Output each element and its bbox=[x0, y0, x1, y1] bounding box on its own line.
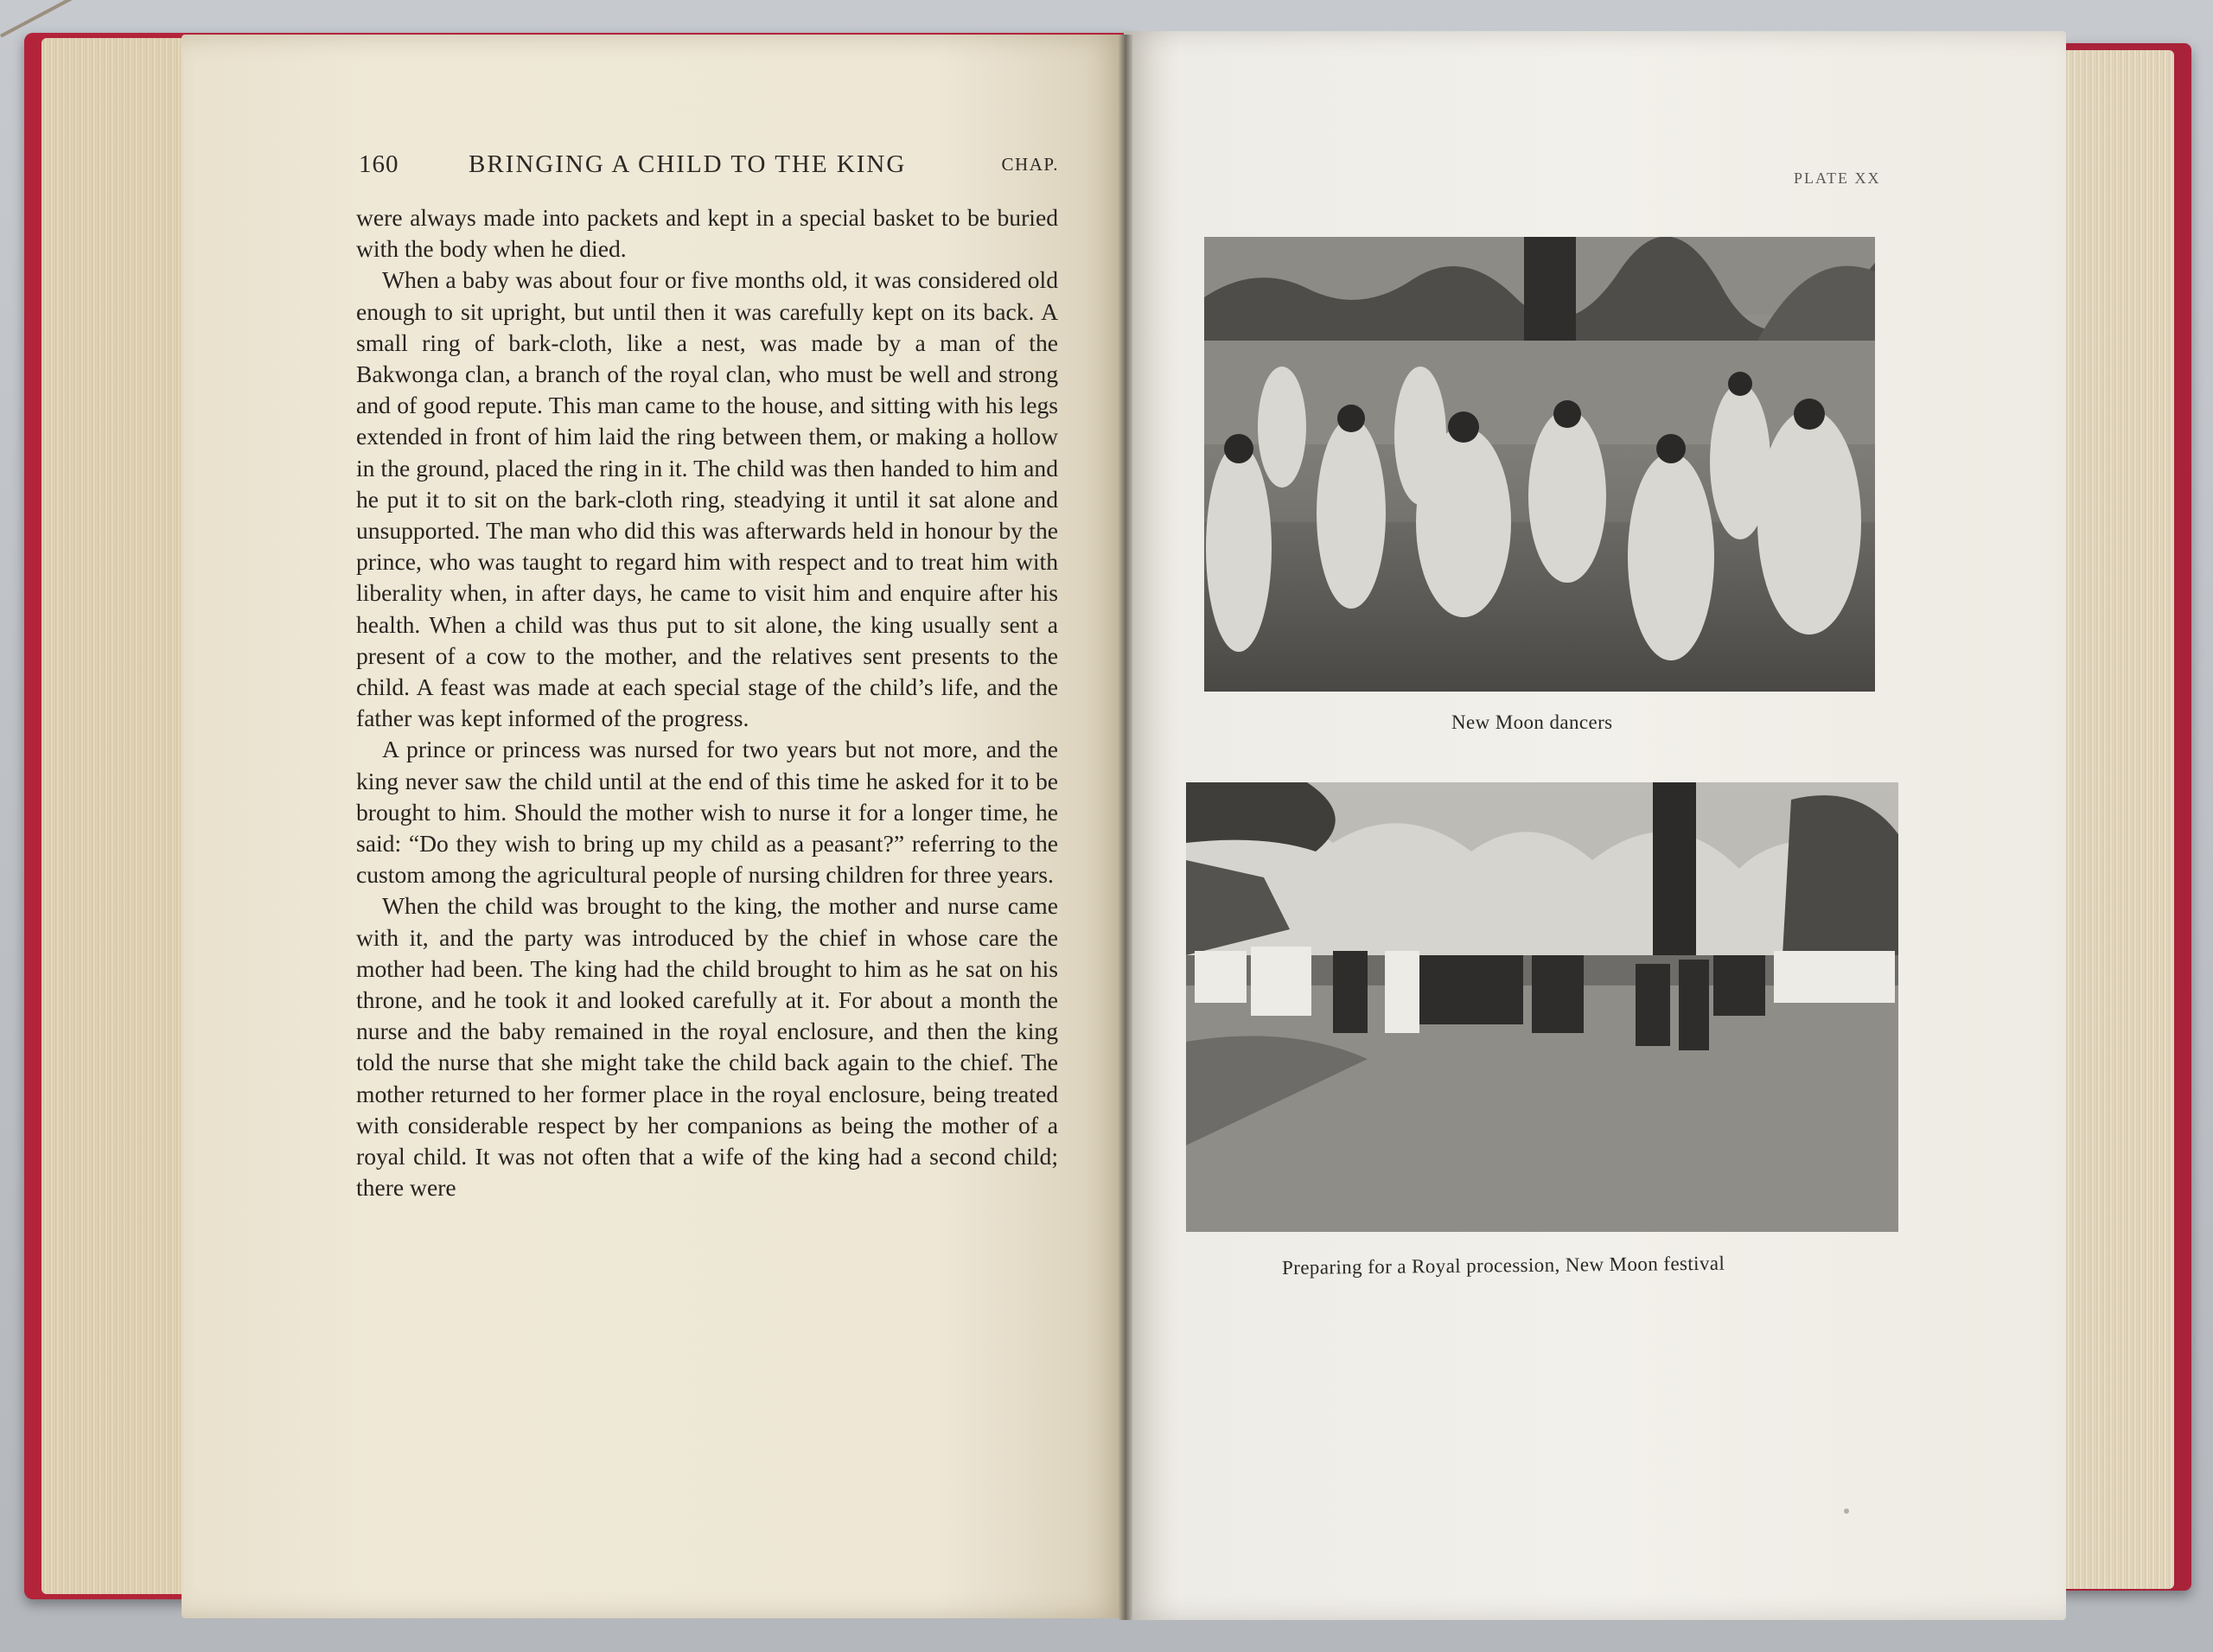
photo-caption: New Moon dancers bbox=[1451, 711, 1613, 733]
chapter-label: CHAP. bbox=[1001, 154, 1059, 175]
paragraph: A prince or princess was nursed for two years but not more, and the king never saw the child until at the end of this time he asked for it to be brought to him. Should the mother wish to nurse it for a longer time, he said: “Do they wish to bring up my child as a peasant?” referring to the custom among the agricultural people of nursing children for three years. bbox=[356, 736, 1058, 889]
paragraph: were always made into packets and kept in a special basket to be buried with the body when he died. bbox=[356, 204, 1058, 263]
body-text bbox=[356, 202, 1058, 1204]
photo-new-moon-dancers bbox=[1204, 237, 1875, 692]
page-number: 160 bbox=[359, 150, 399, 178]
photo-royal-procession bbox=[1186, 782, 1898, 1232]
book-gutter bbox=[1119, 35, 1132, 1620]
paragraph: When a baby was about four or five months old, it was considered old enough to sit upright, but until then it was carefully kept on its back. A small ring of bark-cloth, like a nest, was made by a man of the Bakwonga clan, a branch of the royal clan, who must be well and strong and of good repute. This man came to the house, and sitting with his legs extended in front of him laid the ring between them, or making a hollow in the ground, placed the ring in it. The child was then handed to him and he put it to sit on the bark-cloth ring, steadying it until it sat alone and unsupported. The man who did this was afterwards held in honour by the prince, who was taught to regard him with respect and to treat him with liberality when, in after days, he came to visit him and enquire after his health. When a child was thus put to sit alone, the king usually sent a present of a cow to the mother, and the relatives sent presents to the child. A feast was made at each special stage of the child’s life, and the father was kept informed of the progress. bbox=[356, 266, 1058, 732]
dancers-photo-illustration bbox=[1204, 237, 1875, 692]
photo-caption: Preparing for a Royal procession, New Moon festival bbox=[1281, 1252, 1725, 1279]
page-edges-left bbox=[41, 38, 197, 1594]
running-title: BRINGING A CHILD TO THE KING bbox=[469, 150, 907, 178]
plate-label: PLATE XX bbox=[1794, 169, 1881, 187]
paper-speck bbox=[1844, 1508, 1849, 1514]
procession-photo-illustration bbox=[1186, 782, 1898, 1232]
running-head bbox=[359, 147, 1059, 182]
paragraph: When the child was brought to the king, the mother and nurse came with it, and the party was introduced by the chief in whose care the mother had been. The king had the child brought to him as he sat on his throne, and he took it and looked carefully at it. For about a month the nurse and the baby remained in the royal enclosure, and then the king told the nurse that she might take the child back again to the chief. The mother returned to her former place in the royal enclosure, being treated with considerable respect by her companions as being the mother of a royal child. It was not often that a wife of the king had a second child; there were bbox=[356, 892, 1058, 1202]
